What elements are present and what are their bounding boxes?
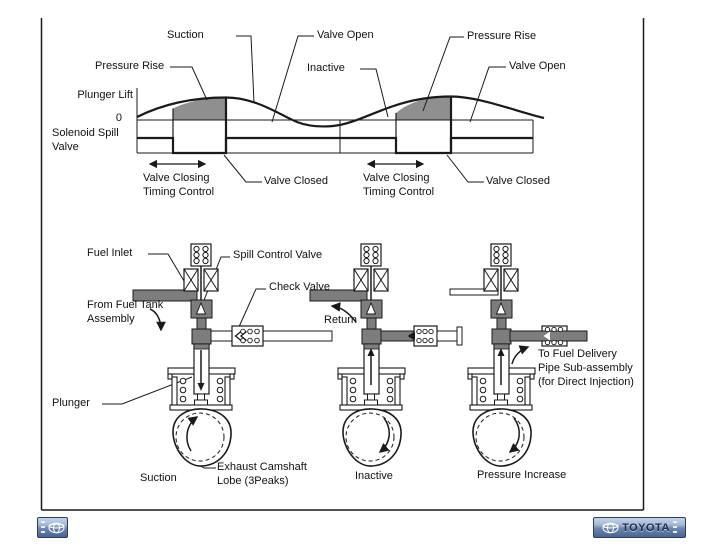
label-plunger: Plunger <box>52 397 90 409</box>
button-grip-dots <box>41 521 45 535</box>
toyota-logo-icon <box>602 522 619 534</box>
caption-suction: Suction <box>140 472 177 484</box>
label-valve-closing-1b: Timing Control <box>143 186 215 198</box>
label-delivery-2: Pipe Sub-assembly <box>538 362 633 374</box>
label-check-valve: Check Valve <box>269 281 330 293</box>
label-from-fuel-tank-1: From Fuel Tank <box>87 299 164 311</box>
toyota-home-button[interactable] <box>37 517 68 538</box>
label-valve-open-1: Valve Open <box>317 29 374 41</box>
pump-suction-drawing <box>133 244 332 466</box>
toyota-button-label: TOYOTA <box>622 521 670 534</box>
label-delivery-1: To Fuel Delivery <box>538 348 617 360</box>
label-valve-closing-2b: Timing Control <box>363 186 435 198</box>
label-pressure-rise-left: Pressure Rise <box>95 60 165 72</box>
label-camshaft-2: Lobe (3Peaks) <box>217 475 289 487</box>
label-fuel-inlet: Fuel Inlet <box>87 247 133 259</box>
timing-chart-lines <box>137 88 544 164</box>
to-delivery-curved-arrow <box>512 347 528 364</box>
label-valve-closing-1a: Valve Closing <box>143 172 210 184</box>
toyota-brand-button[interactable] <box>593 517 686 538</box>
label-pressure-rise-right: Pressure Rise <box>467 30 537 42</box>
label-valve-open-2: Valve Open <box>509 60 566 72</box>
label-inactive: Inactive <box>307 62 345 74</box>
label-spill-control-valve: Spill Control Valve <box>233 249 323 261</box>
axis-label-zero: 0 <box>115 112 122 124</box>
axis-label-solenoid-1: Solenoid Spill <box>52 127 119 139</box>
caption-inactive: Inactive <box>355 470 393 482</box>
axis-label-plunger-lift: Plunger Lift <box>77 89 133 101</box>
label-delivery-3: (for Direct Injection) <box>538 376 634 388</box>
label-camshaft-1: Exhaust Camshaft <box>217 461 307 473</box>
label-valve-closing-2a: Valve Closing <box>363 172 430 184</box>
pump-inactive-drawing <box>310 244 462 466</box>
axis-label-solenoid-2: Valve <box>52 141 79 153</box>
solenoid-signal-trace <box>137 138 533 153</box>
button-grip-dots <box>673 521 677 535</box>
caption-pressure-increase: Pressure Increase <box>477 469 567 481</box>
label-valve-closed-2: Valve Closed <box>486 175 550 187</box>
from-tank-flow-arrow <box>150 309 161 330</box>
label-suction: Suction <box>167 29 204 41</box>
label-valve-closed-1: Valve Closed <box>264 175 328 187</box>
toyota-logo-icon <box>48 522 65 534</box>
label-from-fuel-tank-2: Assembly <box>87 313 135 325</box>
label-return: Return <box>324 314 358 326</box>
